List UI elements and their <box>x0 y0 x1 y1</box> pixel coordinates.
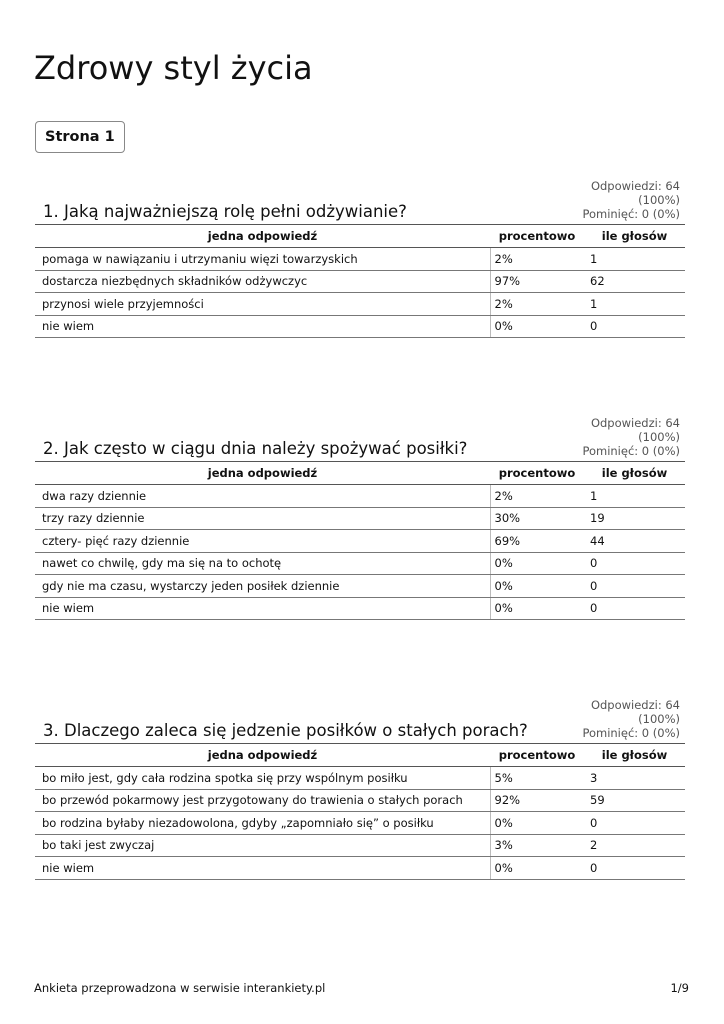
question-title: 3. Dlaczego zaleca się jedzenie posiłków o stałych porach? <box>43 721 528 740</box>
answer-text: nie wiem <box>35 315 490 338</box>
skipped-count: Pominięć: 0 (0%) <box>582 207 680 221</box>
answers-table <box>35 224 685 338</box>
answer-percent: 0% <box>490 575 584 598</box>
table-row <box>35 575 685 598</box>
answer-percent: 69% <box>490 530 584 553</box>
answer-votes: 1 <box>584 293 685 316</box>
answer-percent: 92% <box>490 789 584 812</box>
table-row <box>35 293 685 316</box>
column-header-answer: jedna odpowiedź <box>35 462 490 485</box>
answer-percent: 0% <box>490 597 584 620</box>
table-row <box>35 597 685 620</box>
column-header-answer: jedna odpowiedź <box>35 225 490 248</box>
answer-votes: 1 <box>584 485 685 508</box>
answer-text: bo przewód pokarmowy jest przygotowany do trawienia o stałych porach <box>35 789 490 812</box>
answer-votes: 62 <box>584 270 685 293</box>
answer-percent: 2% <box>490 248 584 271</box>
answer-votes: 0 <box>584 857 685 880</box>
answer-text: trzy razy dziennie <box>35 507 490 530</box>
table-row <box>35 857 685 880</box>
answers-count: Odpowiedzi: 64 <box>590 179 680 193</box>
table-row <box>35 485 685 508</box>
answers-percent: (100%) <box>638 430 680 444</box>
table-row <box>35 270 685 293</box>
answers-count: Odpowiedzi: 64 <box>590 416 680 430</box>
answer-votes: 0 <box>584 812 685 835</box>
answer-text: nie wiem <box>35 597 490 620</box>
answer-votes: 0 <box>584 597 685 620</box>
answer-text: bo miło jest, gdy cała rodzina spotka się przy wspólnym posiłku <box>35 767 490 790</box>
table-header-row <box>35 462 685 485</box>
column-header-votes: ile głosów <box>584 225 685 248</box>
answer-percent: 5% <box>490 767 584 790</box>
question-header <box>35 416 685 460</box>
answer-percent: 97% <box>490 270 584 293</box>
answer-text: nawet co chwilę, gdy ma się na to ochotę <box>35 552 490 575</box>
answer-votes: 0 <box>584 575 685 598</box>
column-header-votes: ile głosów <box>584 744 685 767</box>
answer-percent: 0% <box>490 812 584 835</box>
table-row <box>35 315 685 338</box>
table-row <box>35 834 685 857</box>
answer-text: pomaga w nawiązaniu i utrzymaniu więzi towarzyskich <box>35 248 490 271</box>
table-row <box>35 507 685 530</box>
question-header <box>35 179 685 223</box>
question-block-3 <box>35 698 685 880</box>
answer-votes: 0 <box>584 552 685 575</box>
skipped-count: Pominięć: 0 (0%) <box>582 444 680 458</box>
answer-text: dostarcza niezbędnych składników odżywczyc <box>35 270 490 293</box>
question-block-2 <box>35 416 685 620</box>
table-row <box>35 767 685 790</box>
column-header-percent: procentowo <box>490 225 584 248</box>
table-row <box>35 812 685 835</box>
answer-percent: 3% <box>490 834 584 857</box>
answer-text: przynosi wiele przyjemności <box>35 293 490 316</box>
answer-votes: 1 <box>584 248 685 271</box>
answer-votes: 19 <box>584 507 685 530</box>
page-section-label: Strona 1 <box>35 121 125 153</box>
answer-percent: 0% <box>490 857 584 880</box>
table-row <box>35 248 685 271</box>
question-title: 2. Jak często w ciągu dnia należy spożywać posiłki? <box>43 439 468 458</box>
answers-percent: (100%) <box>638 712 680 726</box>
table-row <box>35 789 685 812</box>
answer-text: nie wiem <box>35 857 490 880</box>
answers-table <box>35 461 685 620</box>
table-row <box>35 552 685 575</box>
table-row <box>35 530 685 553</box>
answers-percent: (100%) <box>638 193 680 207</box>
answer-percent: 0% <box>490 552 584 575</box>
question-header <box>35 698 685 742</box>
answer-percent: 0% <box>490 315 584 338</box>
column-header-percent: procentowo <box>490 462 584 485</box>
answers-table <box>35 743 685 880</box>
answer-percent: 2% <box>490 485 584 508</box>
question-block-1 <box>35 179 685 338</box>
answer-votes: 0 <box>584 315 685 338</box>
answer-text: bo rodzina byłaby niezadowolona, gdyby „zapomniało się” o posiłku <box>35 812 490 835</box>
column-header-percent: procentowo <box>490 744 584 767</box>
question-stats <box>582 698 680 740</box>
skipped-count: Pominięć: 0 (0%) <box>582 726 680 740</box>
answer-percent: 30% <box>490 507 584 530</box>
answer-votes: 44 <box>584 530 685 553</box>
answer-text: gdy nie ma czasu, wystarczy jeden posiłek dziennie <box>35 575 490 598</box>
answer-votes: 2 <box>584 834 685 857</box>
question-stats <box>582 416 680 458</box>
answer-votes: 3 <box>584 767 685 790</box>
column-header-votes: ile głosów <box>584 462 685 485</box>
answer-text: dwa razy dziennie <box>35 485 490 508</box>
table-header-row <box>35 225 685 248</box>
question-title: 1. Jaką najważniejszą rolę pełni odżywianie? <box>43 202 407 221</box>
answer-text: bo taki jest zwyczaj <box>35 834 490 857</box>
answers-count: Odpowiedzi: 64 <box>590 698 680 712</box>
answer-percent: 2% <box>490 293 584 316</box>
column-header-answer: jedna odpowiedź <box>35 744 490 767</box>
footer-page-number: 1/9 <box>670 981 689 995</box>
page-title: Zdrowy styl życia <box>34 49 313 87</box>
answer-text: cztery- pięć razy dziennie <box>35 530 490 553</box>
footer-source: Ankieta przeprowadzona w serwisie interankiety.pl <box>34 981 326 995</box>
answer-votes: 59 <box>584 789 685 812</box>
question-stats <box>582 179 680 221</box>
table-header-row <box>35 744 685 767</box>
